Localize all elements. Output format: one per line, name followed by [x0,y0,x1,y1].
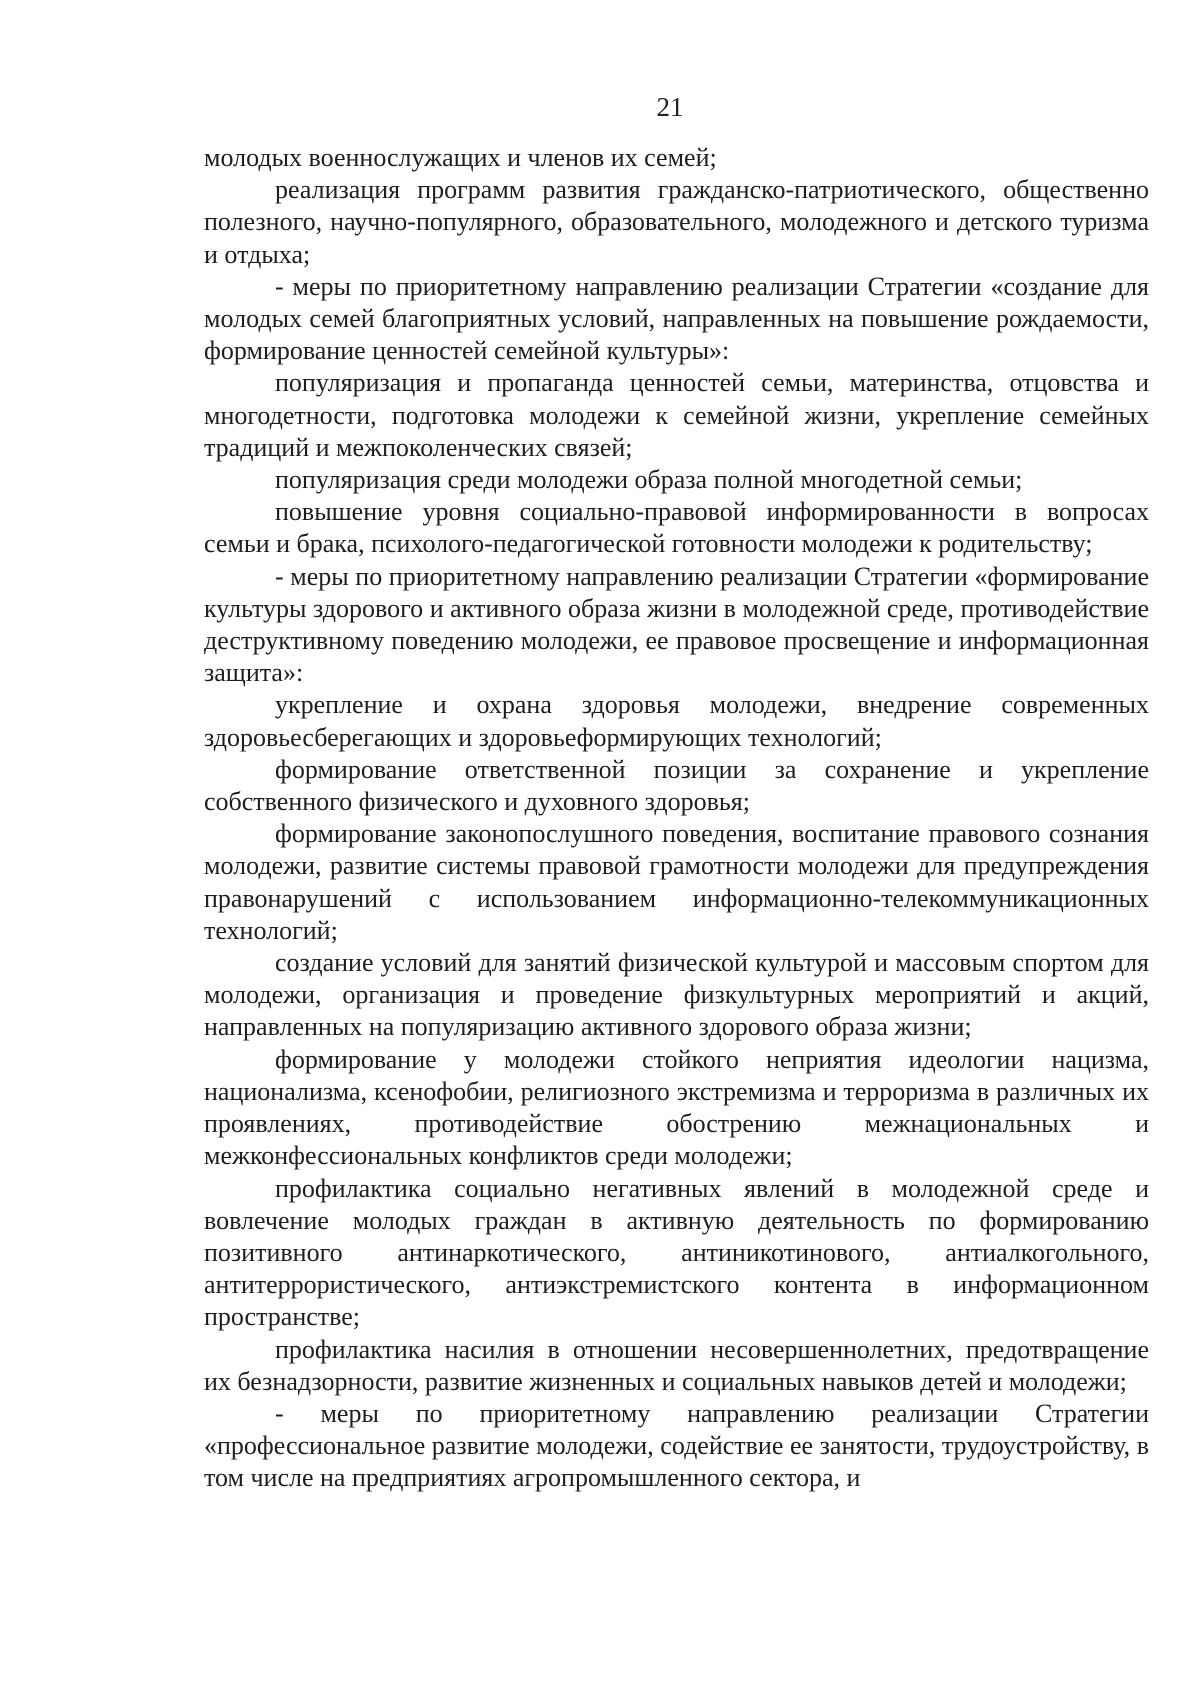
paragraph: молодых военнослужащих и членов их семей; [204,143,717,172]
document-body [204,142,1149,1495]
paragraph: реализация программ развития гражданско-патриотического, общественно полезного, научно-популярного, образовательного, молодежного и детского туризма и отдыха; [204,175,1149,269]
paragraph: укрепление и охрана здоровья молодежи, внедрение современных здоровьесберегающих и здоровьеформирующих технологий; [204,690,1149,752]
paragraph: повышение уровня социально-правовой информированности в вопросах семьи и брака, психолого-педагогической готовности молодежи к родительству; [204,497,1149,559]
paragraph: формирование ответственной позиции за сохранение и укрепление собственного физического и духовного здоровья; [204,754,1149,817]
paragraph: формирование у молодежи стойкого неприятия идеологии нацизма, национализма, ксенофобии, религиозного экстремизма и терроризма в различных их проявлениях, противодействие обострению межнациональных и межконфессиональных конфликтов среди молодежи; [204,1044,1149,1171]
paragraph: - меры по приоритетному направлению реализации Стратегии «формирование культуры здорового и активного образа жизни в молодежной среде, противодействие деструктивному поведению молодежи, ее правовое просвещение и информационная защита»: [204,561,1149,688]
paragraph: популяризация и пропаганда ценностей семьи, материнства, отцовства и многодетности, подготовка молодежи к семейной жизни, укрепление семейных традиций и межпоколенческих связей; [204,368,1149,462]
page-number: 21 [656,92,684,122]
paragraph: профилактика социально негативных явлений в молодежной среде и вовлечение молодых граждан в активную деятельность по формированию позитивного антинаркотического, антиникотинового, антиалкогольного, антитеррористического, антиэкстремистского контента в информационном пространстве; [204,1173,1149,1332]
paragraph: профилактика насилия в отношении несовершеннолетних, предотвращение их безнадзорности, развитие жизненных и социальных навыков детей и молодежи; [204,1334,1149,1396]
paragraph: популяризация среди молодежи образа полной многодетной семьи; [275,465,1023,495]
paragraph: создание условий для занятий физической культурой и массовым спортом для молодежи, организация и проведение физкультурных мероприятий и акций, направленных на популяризацию активного здорового образа жизни; [204,948,1149,1042]
paragraph: - меры по приоритетному направлению реализации Стратегии «создание для молодых семей благоприятных условий, направленных на повышение рождаемости, формирование ценностей семейной культуры»: [204,271,1149,366]
paragraph: - меры по приоритетному направлению реализации Стратегии «профессиональное развитие молодежи, содействие ее занятости, трудоустройству, в том числе на предприятиях агропромышленного сектора, и [204,1398,1149,1493]
paragraph: формирование законопослушного поведения, воспитание правового сознания молодежи, развитие системы правовой грамотности молодежи для предупреждения правонарушений с использованием информационно-телекоммуникационных технологий; [204,819,1149,945]
